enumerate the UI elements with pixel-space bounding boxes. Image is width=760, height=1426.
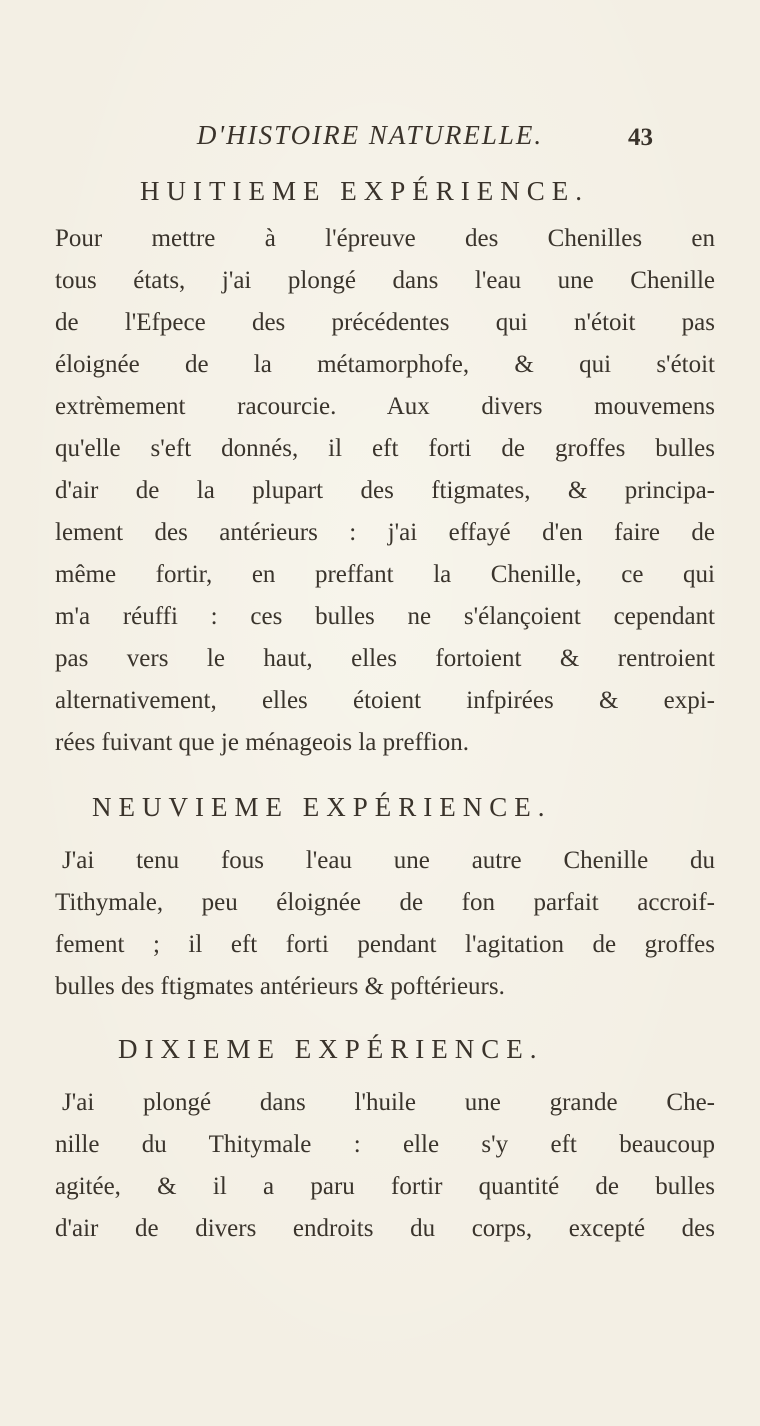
paragraph-line: lement des antérieurs : j'ai effayé d'en faire de: [55, 519, 715, 546]
paragraph-line: agitée, & il a paru fortir quantité de bulles: [55, 1173, 715, 1200]
paragraph-line: d'air de divers endroits du corps, excepté des: [55, 1215, 715, 1242]
paragraph-line: même fortir, en preffant la Chenille, ce qui: [55, 561, 715, 588]
paragraph-line: J'ai plongé dans l'huile une grande Che-: [62, 1089, 715, 1116]
paragraph-line: J'ai tenu fous l'eau une autre Chenille du: [62, 847, 715, 874]
paragraph-line: rées fuivant que je ménageois la preffion.: [55, 729, 469, 756]
paragraph-line: extrèmement racourcie. Aux divers mouvemens: [55, 393, 715, 420]
paragraph-line: bulles des ftigmates antérieurs & poftérieurs.: [55, 973, 505, 1000]
paragraph-line: nille du Thitymale : elle s'y eft beaucoup: [55, 1131, 715, 1158]
section-title-huitieme: HUITIEME EXPÉRIENCE.: [140, 176, 589, 206]
section-title-neuvieme: NEUVIEME EXPÉRIENCE.: [92, 792, 552, 822]
paragraph-line: éloignée de la métamorphofe, & qui s'étoit: [55, 351, 715, 378]
paragraph-line: tous états, j'ai plongé dans l'eau une Chenille: [55, 267, 715, 294]
paragraph-line: d'air de la plupart des ftigmates, & principa-: [55, 477, 715, 504]
paragraph-line: alternativement, elles étoient infpirées & expi-: [55, 687, 715, 714]
section-title-dixieme: DIXIEME EXPÉRIENCE.: [118, 1034, 544, 1064]
paragraph-line: Tithymale, peu éloignée de fon parfait accroif-: [55, 889, 715, 916]
page-number: 43: [628, 124, 653, 151]
running-head: D'HISTOIRE NATURELLE.: [196, 120, 544, 150]
paragraph-line: de l'Efpece des précédentes qui n'étoit pas: [55, 309, 715, 336]
paragraph-line: Pour mettre à l'épreuve des Chenilles en: [55, 225, 715, 252]
paragraph-line: fement ; il eft forti pendant l'agitation de groffes: [55, 931, 715, 958]
paragraph-line: pas vers le haut, elles fortoient & rentroient: [55, 645, 715, 672]
paragraph-line: m'a réuffi : ces bulles ne s'élançoient cependant: [55, 603, 715, 630]
paragraph-line: qu'elle s'eft donnés, il eft forti de groffes bulles: [55, 435, 715, 462]
